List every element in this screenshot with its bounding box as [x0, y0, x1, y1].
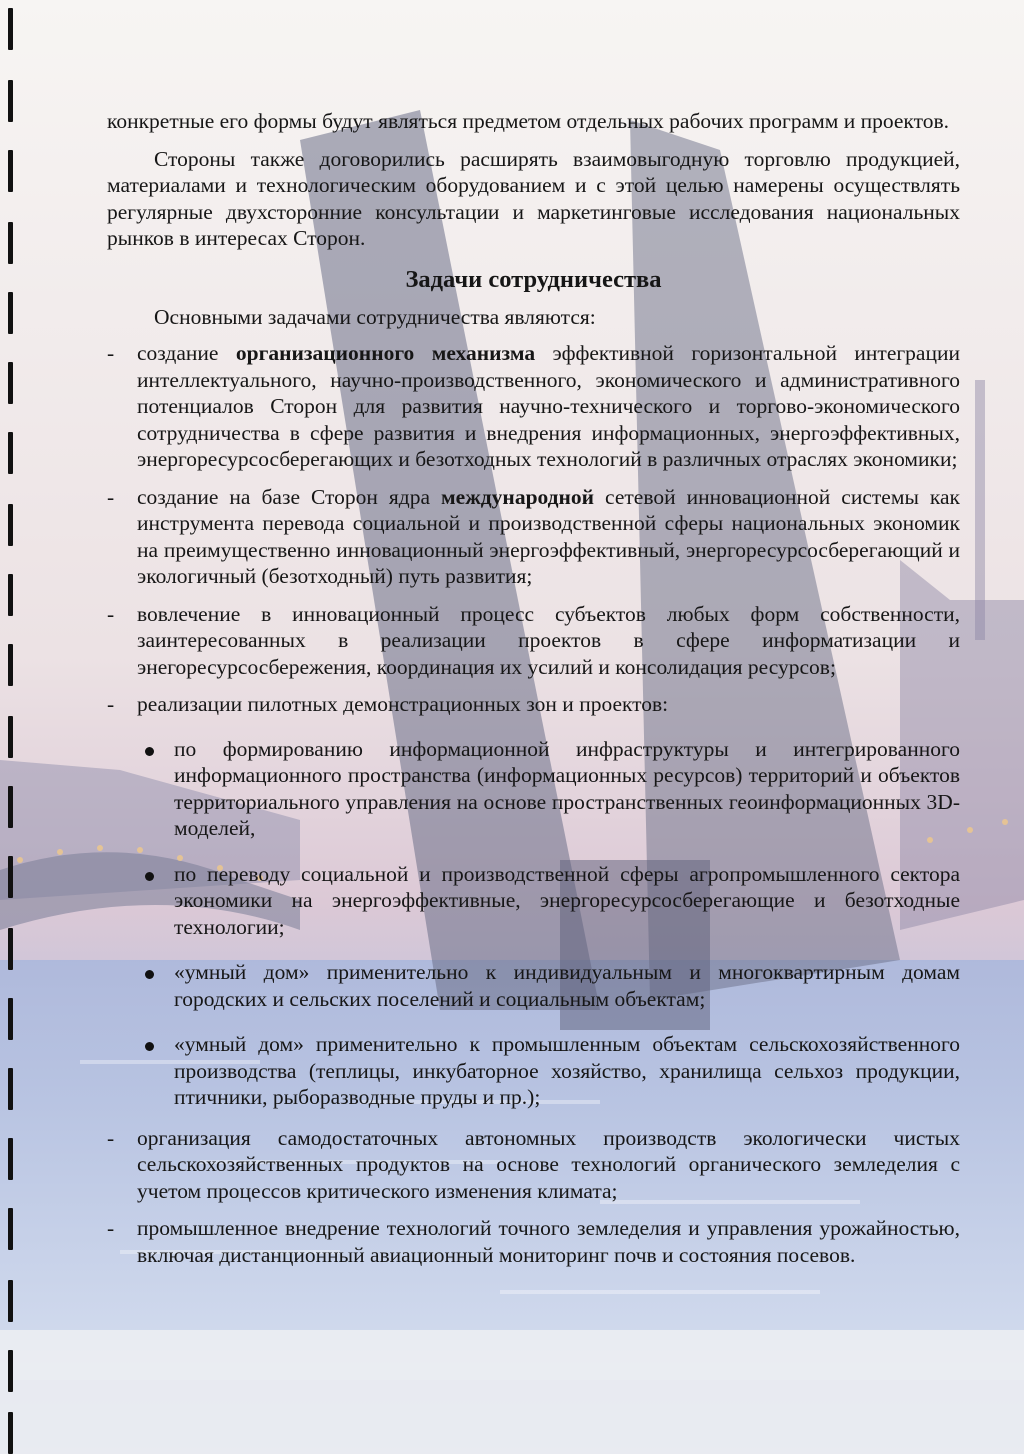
task-text-bold: международной	[441, 484, 595, 509]
binding-mark	[8, 716, 13, 758]
binding-marks	[8, 0, 16, 1454]
binding-mark	[8, 432, 13, 474]
bullet-icon	[145, 1042, 154, 1051]
trade-paragraph: Стороны также договорились расширять взаимовыгодную торговлю продукцией, материалами и технологическим оборудованием и с этой целью намерены осуществлять регулярные двухсторонние консультации и маркетинговые исследования национальных рынков в интересах Сторон.	[107, 146, 960, 250]
binding-mark	[8, 998, 13, 1040]
bullet-icon	[145, 747, 154, 756]
task-text-bold: организационного механизма	[235, 341, 536, 365]
list-item	[107, 861, 960, 941]
dash-marker: -	[107, 1125, 115, 1150]
binding-mark	[8, 8, 13, 50]
task-text-start: создание	[137, 341, 236, 365]
section-title: Задачи сотрудничества	[405, 265, 662, 293]
section-lead: Основными задачами сотрудничества являются:	[154, 304, 596, 329]
subtask-text: «умный дом» применительно к индивидуальным и многоквартирным домам городских и сельских поселений и социальным объектам;	[174, 960, 960, 1011]
list-item	[107, 340, 960, 473]
binding-mark	[8, 80, 13, 122]
bullet-icon	[145, 872, 154, 881]
list-item	[107, 959, 960, 1012]
task-text-end: эффективной горизонтальной интеграции интеллектуального, научно-производственного, экономического и административного потенциалов Сторон для развития научно-технического и торгово-экономического сотрудничества в сфере развития и внедрения информационных, энергоэффективных, энергоресурсосберегающих и безотходных технологий в различных отраслях экономики;	[137, 341, 960, 471]
tasks-list	[107, 340, 960, 718]
dash-marker: -	[107, 341, 115, 365]
dash-marker: -	[107, 601, 115, 626]
binding-mark	[8, 1350, 13, 1392]
binding-mark	[8, 504, 13, 546]
pilot-projects-list	[107, 736, 960, 1111]
task-text-start: создание на базе Сторон ядра	[137, 484, 442, 509]
subtask-text: по переводу социальной и производственной сферы агропромышленного сектора экономики на энергоэффективные, энергоресурсосберегающие и безотходные технологии;	[174, 861, 960, 939]
task-text: реализации пилотных демонстрационных зон и проектов:	[137, 692, 669, 716]
continuation-paragraph: конкретные его формы будут являться предметом отдельных рабочих программ и проектов.	[107, 109, 949, 133]
list-item	[107, 691, 960, 718]
binding-mark	[8, 928, 13, 970]
binding-mark	[8, 644, 13, 686]
binding-mark	[8, 1138, 13, 1180]
dash-marker: -	[107, 692, 115, 716]
binding-mark	[8, 786, 13, 828]
tasks-list-continued	[107, 1125, 960, 1269]
list-item	[107, 1215, 960, 1268]
document-page	[107, 108, 960, 1279]
task-text: организация самодостаточных автономных производств экологически чистых сельскохозяйственных продуктов на основе технологий органического земледелия с учетом процессов критического изменения климата;	[137, 1125, 960, 1203]
subtask-text: «умный дом» применительно к промышленным объектам сельскохозяйственного производства (теплицы, инкубаторное хозяйство, хранилища сельхоз продукции, птичники, рыборазводные пруды и пр.);	[174, 1032, 960, 1109]
task-text-end: сетевой инновационной системы как инструмента перевода социальной и производственной сферы национальных экономик на преимущественно инновационный энергоэффективный, энергоресурсосберегающий и экологичный (безотходный) путь развития;	[137, 484, 960, 588]
binding-mark	[8, 1280, 13, 1322]
list-item	[107, 1031, 960, 1111]
dash-marker: -	[107, 484, 115, 509]
binding-mark	[8, 292, 13, 334]
binding-mark	[8, 856, 13, 898]
list-item	[107, 736, 960, 842]
binding-mark	[8, 1412, 13, 1454]
binding-mark	[8, 1208, 13, 1250]
task-text: вовлечение в инновационный процесс субъектов любых форм собственности, заинтересованных в реализации проектов в сфере информатизации и энегоресурсосбережения, координация их усилий и консолидация ресурсов;	[137, 601, 960, 679]
subtask-text: по формированию информационной инфраструктуры и интегрированного информационного пространства (информационных ресурсов) территорий и объектов территориального управления на основе пространственных геоинформационных 3D-моделей,	[174, 736, 960, 840]
bullet-icon	[145, 970, 154, 979]
binding-mark	[8, 362, 13, 404]
binding-mark	[8, 222, 13, 264]
binding-mark	[8, 150, 13, 192]
binding-mark	[8, 574, 13, 616]
binding-mark	[8, 1068, 13, 1110]
list-item	[107, 1125, 960, 1205]
task-text: промышленное внедрение технологий точного земледелия и управления урожайностью, включая дистанционный авиационный мониторинг почв и состояния посевов.	[137, 1216, 960, 1267]
list-item	[107, 484, 960, 590]
dash-marker: -	[107, 1216, 115, 1240]
list-item	[107, 601, 960, 681]
